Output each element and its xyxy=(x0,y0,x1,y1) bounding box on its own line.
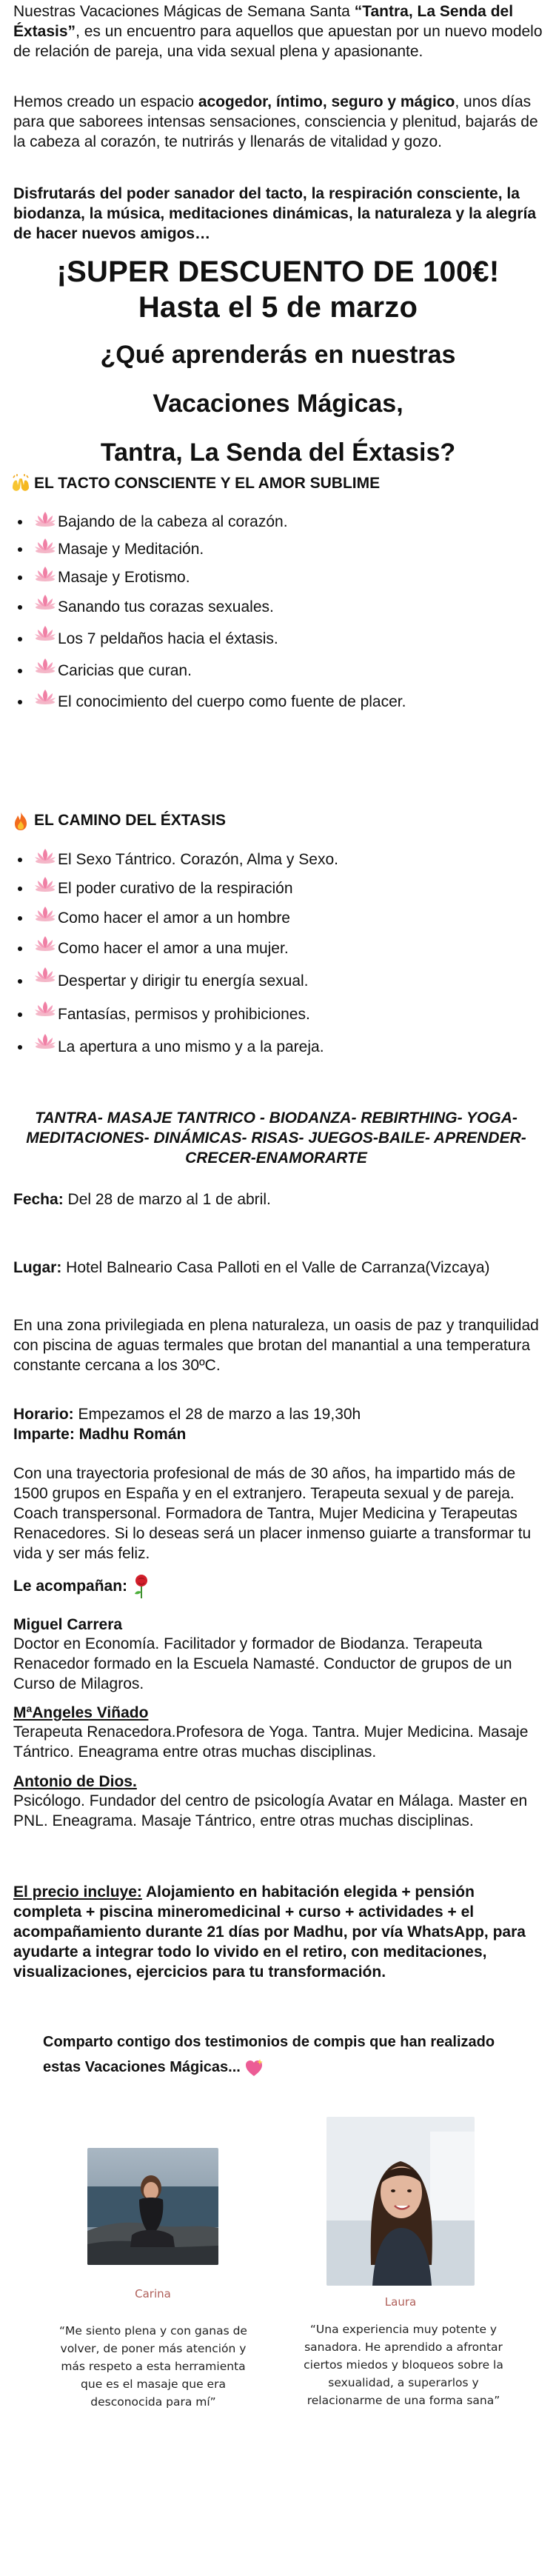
fire-icon xyxy=(10,810,31,831)
companions-title-text: Le acompañan: xyxy=(13,1578,128,1595)
testimonials-intro-text: Comparto contigo dos testimonios de compis que han realizado estas Vacaciones Mágicas... xyxy=(43,2034,495,2075)
intro-paragraph-3: Disfrutarás del poder sanador del tacto, la respiración consciente, la biodanza, la música, meditaciones dinámicas, la naturaleza y la alegría de hacer nuevos amigos… xyxy=(13,185,537,242)
lotus-icon xyxy=(34,966,56,982)
discount-line-2: Hasta el 5 de marzo xyxy=(138,291,418,324)
horario-label: Horario: xyxy=(13,1406,74,1423)
question-line-1: ¿Qué aprenderás en nuestras xyxy=(100,341,456,369)
list-item xyxy=(13,933,532,964)
intro-text: , unos días para que saborees intensas sensaciones, consciencia y plenitud, bajarás de la cabeza al corazón, te nutrirás y llenarás de vitalidad y gozo. xyxy=(13,93,538,150)
intro-paragraph-2 xyxy=(13,92,543,152)
lotus-icon xyxy=(34,565,56,581)
list-item-text: Fantasías, permisos y prohibiciones. xyxy=(58,1006,310,1023)
lotus-icon xyxy=(34,847,56,864)
section-2-list xyxy=(13,846,532,1064)
lotus-icon xyxy=(34,875,56,892)
testimonial-name: Laura xyxy=(384,2295,417,2309)
section-2-title-text: EL CAMINO DEL ÉXTASIS xyxy=(34,812,227,829)
fecha-line xyxy=(13,1189,543,1209)
activities-banner: TANTRA- MASAJE TANTRICO - BIODANZA- REBIRTHING- YOGA- MEDITACIONES- DINÁMICAS- RISAS- JUEGOS-BAILE- APRENDER-CRECER-ENAMORARTE xyxy=(26,1110,526,1167)
list-item xyxy=(13,998,532,1031)
list-item-text: Despertar y dirigir tu energía sexual. xyxy=(58,972,309,990)
lugar-line xyxy=(13,1258,543,1278)
list-item-text: Caricias que curan. xyxy=(58,662,192,679)
imparte-line: Imparte: Madhu Román xyxy=(13,1426,187,1443)
raising-hands-icon xyxy=(10,473,31,494)
section-2-title xyxy=(10,809,540,832)
companion-name: Antonio de Dios. xyxy=(13,1773,137,1790)
intro-text: Nuestras Vacaciones Mágicas de Semana Santa xyxy=(13,3,355,20)
list-item xyxy=(13,687,532,718)
lotus-icon xyxy=(34,1032,56,1049)
companion-name: Miguel Carrera xyxy=(13,1616,123,1633)
list-item-text: El Sexo Tántrico. Corazón, Alma y Sexo. xyxy=(58,851,338,868)
discount-headline xyxy=(13,254,543,325)
companion-description: Doctor en Economía. Facilitador y formador de Biodanza. Terapeuta Renacedor formado en la Escuela Namasté. Conductor de grupos de un Curso de Milagros. xyxy=(13,1635,512,1692)
list-item-text: La apertura a uno mismo y a la pareja. xyxy=(58,1038,324,1055)
instructor-bio: Con una trayectoria profesional de más de 30 años, ha impartido más de 1500 grupos en España y en el extranjero. Terapeuta sexual y de pareja. Coach transpersonal. Formadora de Tantra, Mujer Medicina y Terapeutas Renacedores. Si lo deseas será un placer inmenso guiarte a transformar tu vida y ser más feliz. xyxy=(13,1465,532,1562)
list-item xyxy=(13,509,532,535)
question-line-3: Tantra, La Senda del Éxtasis? xyxy=(100,438,456,467)
lotus-icon xyxy=(34,935,56,951)
section-1-title xyxy=(10,473,540,495)
list-item xyxy=(13,904,532,933)
section-1-title-text: EL TACTO CONSCIENTE Y EL AMOR SUBLIME xyxy=(34,475,381,492)
list-item xyxy=(13,874,532,904)
laura-photo xyxy=(326,2117,475,2286)
price-paragraph xyxy=(13,1882,543,1982)
list-item xyxy=(13,592,532,623)
lotus-icon xyxy=(34,537,56,553)
intro-bold: acogedor, íntimo, seguro y mágico xyxy=(198,93,455,110)
lotus-icon xyxy=(34,1000,56,1016)
lotus-icon xyxy=(34,510,56,527)
discount-line-1: ¡SUPER DESCUENTO DE 100€! xyxy=(56,256,500,288)
lugar-label: Lugar: xyxy=(13,1259,62,1276)
list-item xyxy=(13,846,532,874)
list-item-text: Bajando de la cabeza al corazón. xyxy=(58,513,288,530)
list-item xyxy=(13,535,532,564)
testimonials-intro xyxy=(43,2029,517,2080)
list-item xyxy=(13,655,532,687)
list-item-text: Los 7 peldaños hacia el éxtasis. xyxy=(58,630,278,647)
carina-photo xyxy=(87,2148,218,2265)
lotus-icon xyxy=(34,624,56,641)
list-item-text: Como hacer el amor a una mujer. xyxy=(58,940,289,957)
list-item xyxy=(13,964,532,998)
list-item-text: El poder curativo de la respiración xyxy=(58,880,293,897)
intro-text: , es un encuentro para aquellos que apuestan por un nuevo modelo de relación de pareja, una vida sexual plena y apasionante. xyxy=(13,23,543,60)
sparkling-heart-icon xyxy=(244,2058,264,2078)
testimonial-quote: “Una experiencia muy potente y sanadora. He aprendido a afrontar ciertos miedos y bloqueos sobre la sexualidad, a superarlos y relacionarme de una forma sana” xyxy=(304,2323,503,2407)
list-item-text: Masaje y Erotismo. xyxy=(58,569,190,586)
lotus-icon xyxy=(34,688,56,704)
list-item xyxy=(13,623,532,655)
companion-name: MªAngeles Viñado xyxy=(13,1704,149,1721)
testimonial-quote: “Me siento plena y con ganas de volver, de poner más atención y más respeto a esta herramienta que es el masaje que era desconocida para mí” xyxy=(59,2324,247,2409)
section-1-list xyxy=(13,509,532,718)
companion-description: Terapeuta Renacedora.Profesora de Yoga. Tantra. Mujer Medicina. Masaje Tántrico. Eneagrama entre otras muchas disciplinas. xyxy=(13,1724,529,1761)
companions-title xyxy=(13,1573,543,1600)
price-label: El precio incluye: xyxy=(13,1883,142,1901)
intro-text: Hemos creado un espacio xyxy=(13,93,198,110)
lugar-description: En una zona privilegiada en plena naturaleza, un oasis de paz y tranquilidad con piscina de aguas termales que brotan del manantial a una temperatura constante cercana a los 30ºC. xyxy=(13,1317,539,1374)
list-item-text: Como hacer el amor a un hombre xyxy=(58,910,290,927)
intro-paragraph-1 xyxy=(13,1,543,61)
lotus-icon xyxy=(34,657,56,673)
event-title-inline: “Tantra, La Senda del Éxtasis” xyxy=(13,3,514,40)
list-item-text: El conocimiento del cuerpo como fuente de placer. xyxy=(58,693,406,710)
rose-icon xyxy=(132,1574,151,1599)
fecha-value: Del 28 de marzo al 1 de abril. xyxy=(63,1191,271,1208)
fecha-label: Fecha: xyxy=(13,1191,64,1208)
price-value: Alojamiento en habitación elegida + pensión completa + piscina mineromedicinal + curso + actividades + el acompañamiento durante 21 días por Madhu, por vía WhatsApp, para ayudarte a integrar todo lo vivido en el retiro, con meditaciones, visualizaciones, ejercicios para tu transformación. xyxy=(13,1883,526,1981)
lugar-value: Hotel Balneario Casa Palloti en el Valle de Carranza(Vizcaya) xyxy=(61,1259,490,1276)
list-item-text: Masaje y Meditación. xyxy=(58,541,204,558)
testimonial-name: Carina xyxy=(135,2287,171,2300)
lotus-icon xyxy=(34,905,56,921)
question-line-2: Vacaciones Mágicas, xyxy=(153,390,403,418)
list-item xyxy=(13,1031,532,1064)
horario-value: Empezamos el 28 de marzo a las 19,30h xyxy=(73,1406,361,1423)
lotus-icon xyxy=(34,593,56,610)
companion-description: Psicólogo. Fundador del centro de psicología Avatar en Málaga. Master en PNL. Eneagrama. Masaje Tántrico, entre otras muchas disciplinas. xyxy=(13,1792,528,1829)
question-heading xyxy=(13,330,543,477)
horario-line xyxy=(13,1404,543,1424)
list-item-text: Sanando tus corazas sexuales. xyxy=(58,598,274,615)
list-item xyxy=(13,564,532,592)
